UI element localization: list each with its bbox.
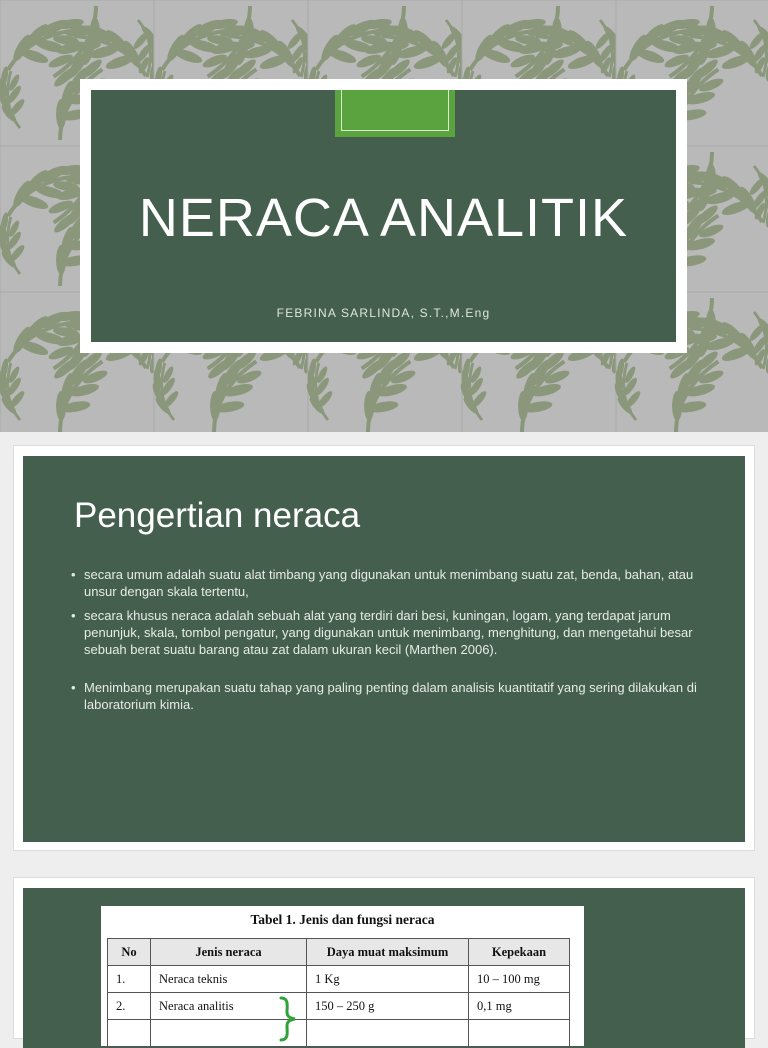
cell-kepekaan: 0,1 mg xyxy=(469,993,570,1020)
table-caption: Tabel 1. Jenis dan fungsi neraca xyxy=(250,912,435,927)
table-slide xyxy=(14,878,754,1038)
title-panel xyxy=(91,90,676,342)
cell-no: 1. xyxy=(108,966,151,993)
accent-tab xyxy=(335,90,455,137)
header-daya: Daya muat maksimum xyxy=(307,939,469,966)
header-kepekaan: Kepekaan xyxy=(469,939,570,966)
definition-title: Pengertian neraca xyxy=(74,496,361,535)
bullet-list xyxy=(71,566,711,720)
table-card xyxy=(101,906,584,1046)
slide-title: NERACA ANALITIK xyxy=(138,188,629,248)
header-no: No xyxy=(108,939,151,966)
bullet-item: • secara umum adalah suatu alat timbang yang digunakan untuk menimbang suatu zat, benda, bahan, atau unsur dengan skala tertentu, xyxy=(71,567,694,599)
cell-jenis: Neraca teknis xyxy=(151,966,307,993)
table-panel xyxy=(23,888,745,1048)
cell-no: 2. xyxy=(108,993,151,1020)
table-row xyxy=(108,966,570,993)
title-slide xyxy=(0,0,768,432)
author-name: FEBRINA SARLINDA, S.T.,M.Eng xyxy=(276,306,491,320)
cell-daya: 150 – 250 g xyxy=(307,993,469,1020)
cell-kepekaan: 10 – 100 mg xyxy=(469,966,570,993)
table-header-row xyxy=(108,939,570,966)
bullet-item: • secara khusus neraca adalah sebuah alat yang terdiri dari besi, kuningan, logam, yang terdapat jarum penunjuk, skala, tombol pengatur, yang digunakan untuk menimbang, menghitung, dan mengetahui besar sebuah berat suatu barang atau zat dalam ukuran kecil (Marthen 2006). xyxy=(71,608,693,657)
cell-jenis: Neraca analitis xyxy=(151,993,307,1020)
cell-daya: 1 Kg xyxy=(307,966,469,993)
bullet-item: • Menimbang merupakan suatu tahap yang paling penting dalam analisis kuantitatif yang sering dilakukan di laboratorium kimia. xyxy=(71,680,697,712)
table-row xyxy=(108,993,570,1020)
curly-brace-icon xyxy=(277,996,299,1042)
header-jenis: Jenis neraca xyxy=(151,939,307,966)
title-frame xyxy=(80,79,687,353)
definition-panel xyxy=(23,456,745,842)
neraca-table xyxy=(107,938,570,1047)
definition-slide xyxy=(14,446,754,850)
